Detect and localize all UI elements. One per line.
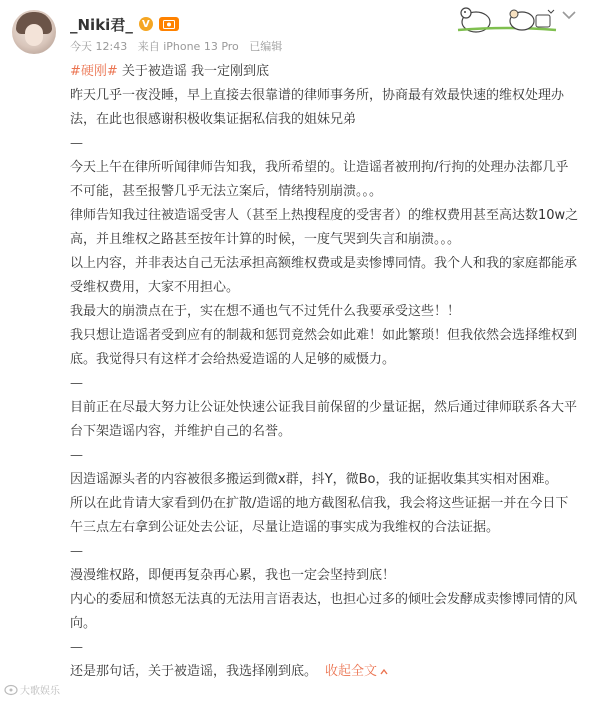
edited-label[interactable]: 已编辑 — [249, 40, 283, 53]
paragraph: 我只想让造谣者受到应有的制裁和惩罚竟然会如此难！如此繁琐！但我依然会选择维权到底。我觉得只有这样才会给热爱造谣的人足够的威慑力。 — [70, 328, 578, 367]
watermark-logo-icon — [4, 684, 18, 696]
paragraph: 内心的委屈和愤怒无法真的无法用言语表达，也担心过多的倾吐会发酵成卖惨博同情的风向。 — [70, 592, 578, 631]
post-title: 关于被造谣 我一定刚到底 — [117, 64, 270, 79]
paragraph: 今天上午在律所听闻律师告知我，我所希望的。让造谣者被刑拘/行拘的处理办法都几乎不可能，甚至报警几乎无法立案后，情绪特别崩溃。。。 — [70, 160, 569, 199]
avatar-face — [25, 24, 43, 46]
photo-badge-icon — [159, 17, 179, 31]
last-paragraph — [70, 660, 580, 684]
post-title-line — [70, 60, 580, 84]
divider: — — [70, 544, 83, 559]
topic-link[interactable]: #硬刚# — [70, 64, 118, 79]
collapse-button[interactable]: 收起全文 — [325, 664, 378, 679]
paragraph: 所以在此肯请大家看到仍在扩散/造谣的地方截图私信我，我会将这些证据一并在今日下午三点左右拿到公证处去公证，尽量让造谣的事实成为我维权的合法证据。 — [70, 496, 569, 535]
paragraph: 律师告知我过往被造谣受害人（甚至上热搜程度的受害者）的维权费用甚至高达数10w之高，并且维权之路甚至按年计算的时候，一度气哭到失言和崩溃。。。 — [70, 208, 579, 247]
divider: — — [70, 376, 83, 391]
paragraph: 还是那句话，关于被造谣，我选择刚到底。 — [70, 664, 318, 679]
divider: — — [70, 640, 83, 655]
avatar[interactable] — [12, 10, 56, 54]
post-header — [0, 0, 591, 62]
chevron-down-icon[interactable] — [560, 8, 578, 22]
chevron-up-icon[interactable] — [379, 667, 389, 677]
post-content — [70, 60, 580, 684]
username[interactable]: _Niki君_ — [70, 15, 133, 34]
paragraph: 以上内容，并非表达自己无法承担高额维权费或是卖惨博同情。我个人和我的家庭都能承受维权费用，大家不用担心。 — [70, 256, 578, 295]
paragraph: 我最大的崩溃点在于，实在想不通也气不过凭什么我要承受这些！！ — [70, 304, 461, 319]
paragraph: 漫漫维权路，即便再复杂再心累，我也一定会坚持到底！ — [70, 568, 396, 583]
divider: — — [70, 448, 83, 463]
username-row — [70, 14, 179, 34]
post-source: 来自 iPhone 13 Pro — [137, 40, 239, 53]
post-meta — [70, 38, 289, 54]
watermark-text: 大歌娱乐 — [20, 686, 60, 697]
watermark — [4, 682, 60, 697]
post-time[interactable]: 今天 12:43 — [70, 40, 128, 53]
photo-badge-glyph — [163, 20, 175, 29]
paragraph: 因造谣源头者的内容被很多搬运到微x群，抖Y，微Bo，我的证据收集其实相对困难。 — [70, 472, 558, 487]
paragraph: 目前正在尽最大努力让公证处快速公证我目前保留的少量证据，然后通过律师联系各大平台下架造谣内容，并维护自己的名誉。 — [70, 400, 578, 439]
paragraph: 昨天几乎一夜没睡，早上直接去很靠谱的律师事务所，协商最有效最快速的维权处理办法，在此也很感谢积极收集证据私信我的姐妹兄弟 — [70, 88, 565, 127]
decoration-cartoon-icon — [452, 4, 562, 34]
divider: — — [70, 136, 83, 151]
verified-badge-icon: V — [139, 17, 153, 31]
